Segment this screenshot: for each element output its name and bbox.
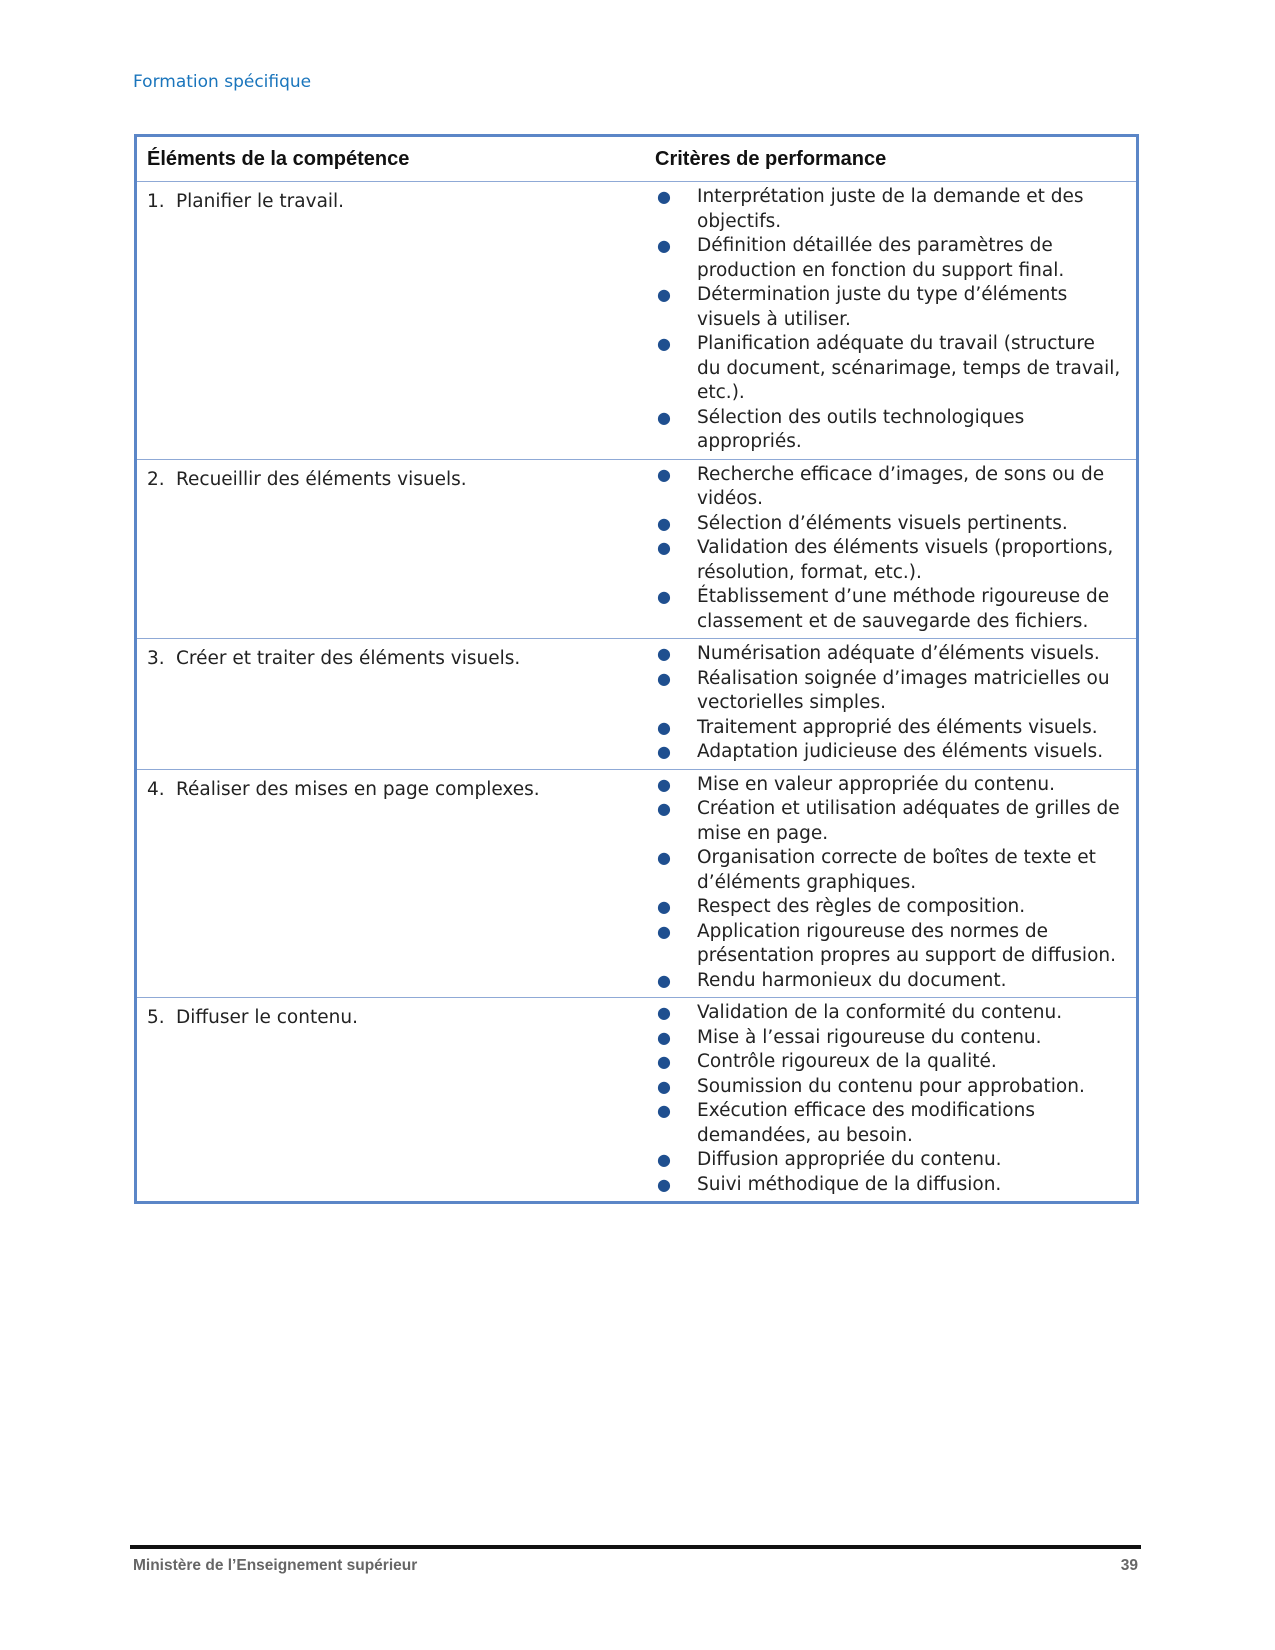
element-text: Recueillir des éléments visuels. — [176, 468, 467, 490]
element-text: Créer et traiter des éléments visuels. — [176, 648, 521, 669]
element-cell — [136, 639, 646, 770]
criteria-item — [653, 773, 1124, 798]
criteria-item — [653, 642, 1124, 667]
criteria-text: Numérisation adéquate d’éléments visuels. — [697, 643, 1100, 664]
criteria-item — [653, 332, 1124, 406]
bullet-icon: ● — [657, 644, 671, 663]
criteria-item — [653, 406, 1124, 455]
criteria-cell — [645, 998, 1138, 1203]
bullet-icon: ● — [657, 742, 671, 761]
criteria-list — [653, 1001, 1124, 1197]
column-header-elements: Éléments de la compétence — [147, 147, 410, 170]
table-header-row — [136, 136, 1138, 182]
criteria-text: Rendu harmonieux du document. — [697, 969, 1007, 991]
criteria-text: Planification adéquate du travail (structure du document, scénarimage, temps de travail, etc.). — [697, 333, 1121, 403]
bullet-icon: ● — [657, 236, 671, 255]
criteria-text: Mise en valeur appropriée du contenu. — [697, 773, 1056, 795]
criteria-text: Adaptation judicieuse des éléments visuels. — [697, 741, 1104, 762]
bullet-icon: ● — [657, 1150, 671, 1169]
criteria-item — [653, 1173, 1124, 1198]
criteria-text: Validation de la conformité du contenu. — [697, 1002, 1063, 1023]
bullet-icon: ● — [657, 848, 671, 867]
criteria-list — [653, 642, 1124, 765]
bullet-icon: ● — [657, 285, 671, 304]
element-cell — [136, 998, 646, 1203]
element-number: 1. — [147, 191, 165, 212]
criteria-text: Respect des règles de composition. — [697, 896, 1026, 917]
criteria-item — [653, 1148, 1124, 1173]
criteria-text: Établissement d’une méthode rigoureuse de classement et de sauvegarde des fichiers. — [697, 586, 1110, 632]
bullet-icon: ● — [657, 1027, 671, 1047]
element-number: 3. — [147, 648, 165, 669]
bullet-icon: ● — [657, 668, 671, 688]
page-number: 39 — [1120, 1557, 1138, 1574]
criteria-item — [653, 512, 1124, 537]
criteria-item — [653, 1099, 1124, 1148]
table-row — [136, 639, 1138, 770]
bullet-icon: ● — [657, 921, 671, 941]
criteria-text: Création et utilisation adéquates de grilles de mise en page. — [697, 798, 1120, 844]
element-number: 5. — [147, 1007, 165, 1028]
criteria-item — [653, 797, 1124, 846]
criteria-text: Exécution efficace des modifications demandées, au besoin. — [697, 1100, 1035, 1146]
bullet-icon: ● — [657, 1052, 671, 1071]
element-text: Diffuser le contenu. — [176, 1007, 358, 1028]
criteria-text: Définition détaillée des paramètres de production en fonction du support final. — [697, 235, 1065, 281]
criteria-item — [653, 969, 1124, 994]
table-body — [136, 182, 1138, 1203]
table-row — [136, 459, 1138, 639]
element-cell — [136, 769, 646, 998]
running-header: Formation spécifique — [133, 72, 312, 92]
footer-ministry: Ministère de l’Enseignement supérieur — [133, 1557, 418, 1574]
criteria-item — [653, 1001, 1124, 1026]
criteria-item — [653, 234, 1124, 283]
criteria-text: Traitement approprié des éléments visuels. — [697, 716, 1098, 738]
criteria-text: Réalisation soignée d’images matricielles ou vectorielles simples. — [697, 667, 1110, 713]
element-text: Planifier le travail. — [176, 191, 345, 212]
element-number: 2. — [147, 468, 165, 490]
bullet-icon: ● — [657, 1174, 671, 1194]
column-header-criteria: Critères de performance — [655, 147, 887, 170]
criteria-cell — [645, 639, 1138, 770]
criteria-text: Organisation correcte de boîtes de texte et d’éléments graphiques. — [697, 847, 1096, 893]
bullet-icon: ● — [657, 1003, 671, 1022]
criteria-text: Détermination juste du type d’éléments visuels à utiliser. — [697, 284, 1068, 330]
criteria-item — [653, 536, 1124, 585]
criteria-item — [653, 846, 1124, 895]
bullet-icon: ● — [657, 464, 671, 484]
criteria-list — [653, 463, 1124, 635]
bullet-icon: ● — [657, 1101, 671, 1120]
criteria-cell — [645, 459, 1138, 639]
bullet-icon: ● — [657, 1076, 671, 1096]
bullet-icon: ● — [657, 774, 671, 794]
criteria-text: Diffusion appropriée du contenu. — [697, 1149, 1002, 1170]
criteria-text: Mise à l’essai rigoureuse du contenu. — [697, 1026, 1042, 1048]
criteria-item — [653, 920, 1124, 969]
criteria-text: Soumission du contenu pour approbation. — [697, 1075, 1085, 1097]
bullet-icon: ● — [657, 187, 671, 206]
criteria-text: Recherche efficace d’images, de sons ou de vidéos. — [697, 463, 1105, 509]
bullet-icon: ● — [657, 587, 671, 606]
bullet-icon: ● — [657, 799, 671, 818]
criteria-item — [653, 740, 1124, 765]
criteria-text: Suivi méthodique de la diffusion. — [697, 1173, 1002, 1195]
bullet-icon: ● — [657, 513, 671, 533]
element-cell — [136, 182, 646, 460]
bullet-icon: ● — [657, 407, 671, 427]
criteria-list — [653, 773, 1124, 994]
table-row — [136, 182, 1138, 460]
criteria-item — [653, 667, 1124, 716]
criteria-text: Sélection des outils technologiques appropriés. — [697, 406, 1025, 452]
bullet-icon: ● — [657, 897, 671, 916]
table-row — [136, 998, 1138, 1203]
criteria-item — [653, 1026, 1124, 1051]
criteria-list — [653, 185, 1124, 455]
element-number: 4. — [147, 778, 165, 800]
criteria-text: Contrôle rigoureux de la qualité. — [697, 1051, 997, 1072]
bullet-icon: ● — [657, 334, 671, 353]
criteria-text: Validation des éléments visuels (proportions, résolution, format, etc.). — [697, 537, 1114, 583]
criteria-text: Application rigoureuse des normes de présentation propres au support de diffusion. — [697, 920, 1116, 966]
element-text: Réaliser des mises en page complexes. — [176, 778, 540, 800]
footer-divider — [130, 1545, 1141, 1549]
criteria-item — [653, 283, 1124, 332]
criteria-item — [653, 585, 1124, 634]
criteria-text: Interprétation juste de la demande et des objectifs. — [697, 186, 1084, 232]
bullet-icon: ● — [657, 717, 671, 737]
criteria-item — [653, 185, 1124, 234]
criteria-text: Sélection d’éléments visuels pertinents. — [697, 512, 1068, 534]
bullet-icon: ● — [657, 538, 671, 557]
table-row — [136, 769, 1138, 998]
criteria-item — [653, 1075, 1124, 1100]
criteria-item — [653, 1050, 1124, 1075]
criteria-item — [653, 463, 1124, 512]
criteria-cell — [645, 182, 1138, 460]
criteria-item — [653, 716, 1124, 741]
element-cell — [136, 459, 646, 639]
competence-table — [134, 134, 1139, 1204]
bullet-icon: ● — [657, 970, 671, 990]
criteria-item — [653, 895, 1124, 920]
criteria-cell — [645, 769, 1138, 998]
